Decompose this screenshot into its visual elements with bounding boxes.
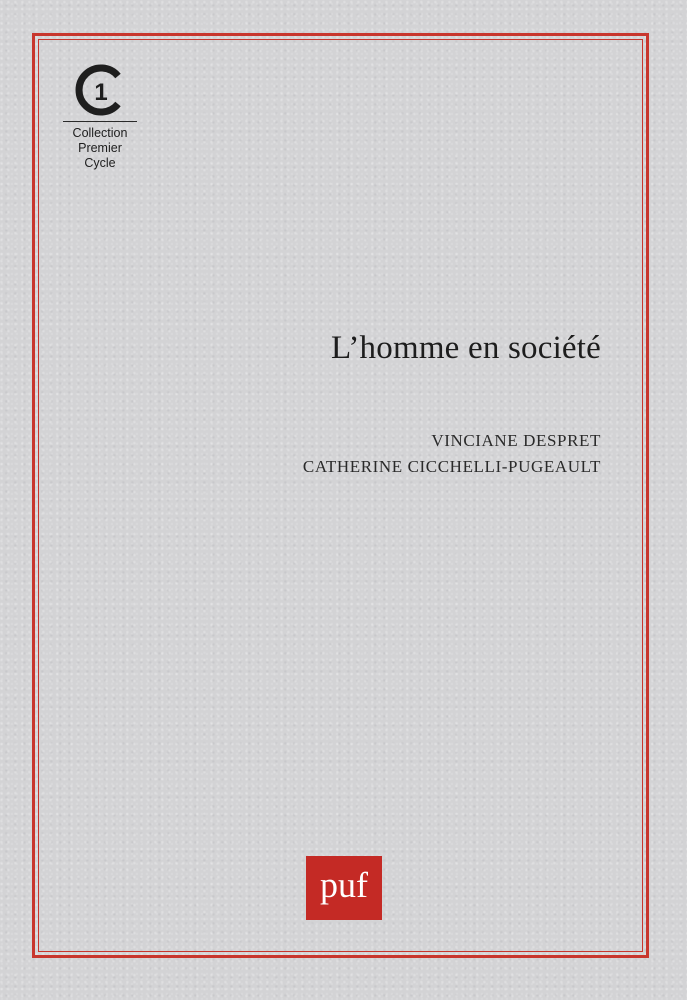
inner-red-frame bbox=[38, 39, 643, 952]
logo-divider bbox=[63, 121, 137, 122]
collection-line-2: Premier bbox=[78, 141, 122, 155]
collection-number: 1 bbox=[94, 79, 108, 106]
author-1: VINCIANE DESPRET bbox=[431, 431, 601, 450]
collection-premier-cycle-c1-icon bbox=[72, 62, 128, 118]
collection-line-1: Collection bbox=[72, 126, 128, 140]
author-2: CATHERINE CICCHELLI-PUGEAULT bbox=[302, 457, 601, 476]
publisher-logo bbox=[306, 856, 382, 920]
publisher-logo-text: puf bbox=[320, 865, 368, 905]
book-title: L’homme en société bbox=[331, 330, 601, 366]
authors-block bbox=[303, 428, 601, 480]
collection-logo bbox=[60, 62, 140, 171]
collection-line-3: Cycle bbox=[84, 156, 116, 170]
